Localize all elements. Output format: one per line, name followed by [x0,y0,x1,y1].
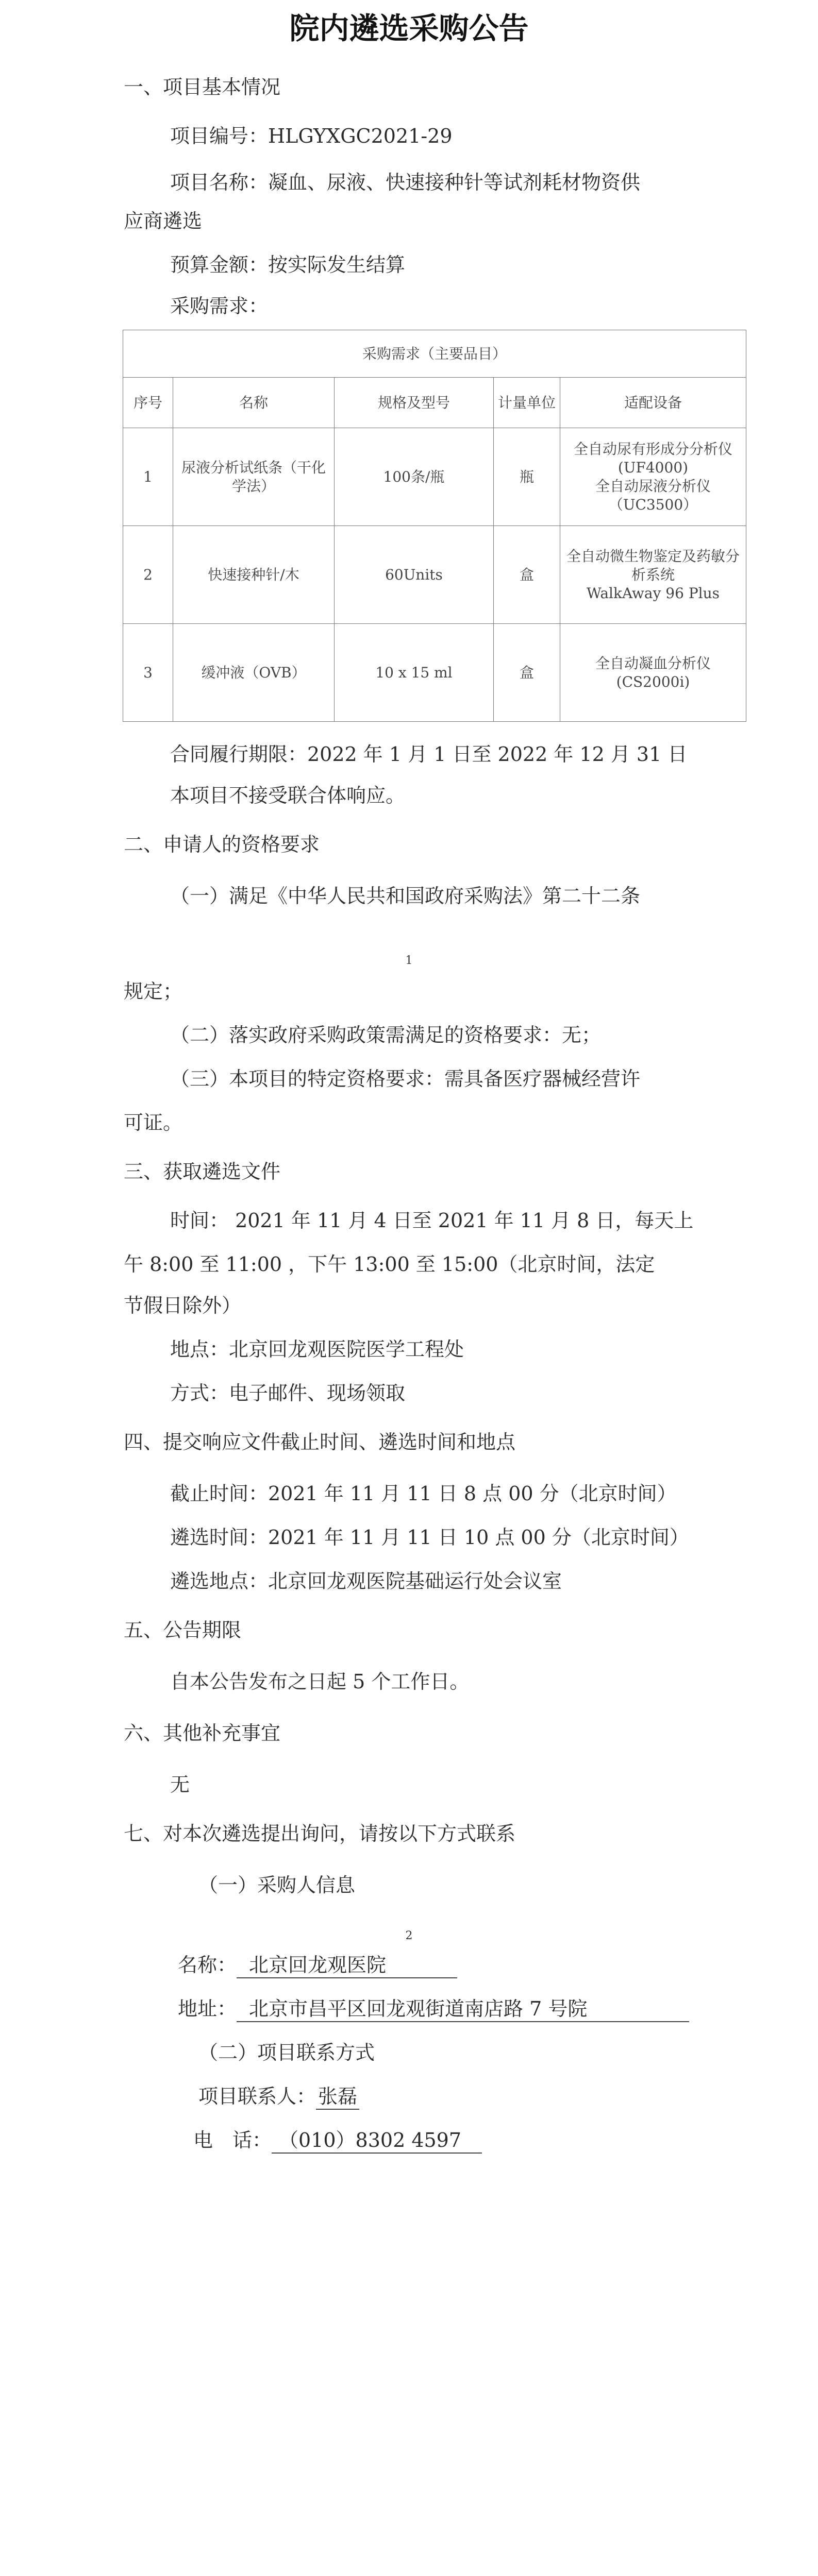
section-heading-qualification: 二、申请人的资格要求 [124,833,320,856]
selection-place: 遴选地点：北京回龙观医院基础运行处会议室 [170,1570,562,1592]
buyer-name-value [237,1953,457,1978]
row-number: 2 [123,526,173,624]
buyer-address-label: 地址： [178,1997,237,2020]
buyer-address [178,1996,689,2022]
section-heading-period: 五、公告期限 [124,1619,242,1641]
page-number: 1 [405,954,413,967]
buyer-info-heading: （一）采购人信息 [198,1874,356,1896]
row-unit: 盒 [494,624,560,722]
contact-phone [193,2128,482,2154]
row-device [560,428,746,526]
table-header: 名称 [173,378,335,428]
document-method: 方式：电子邮件、现场领取 [170,1382,406,1404]
buyer-address-value [237,1996,689,2022]
row-unit: 瓶 [494,428,560,526]
qualification-item-2: （二）落实政府采购政策需满足的资格要求：无； [170,1024,602,1046]
project-number: 项目编号：HLGYXGC2021-29 [170,125,453,147]
row-spec: 10 x 15 ml [335,624,494,722]
page-number: 2 [405,1929,413,1942]
buyer-name [178,1953,457,1978]
row-name: 缓冲液（OVB） [173,624,335,722]
row-device [560,624,746,722]
device-line: 全自动尿有形成分分析仪(UF4000) [573,440,732,476]
table-row [123,526,746,624]
qualification-item-3: （三）本项目的特定资格要求：需具备医疗器械经营许 [170,1067,641,1090]
document-place: 地点：北京回龙观医院医学工程处 [170,1338,464,1361]
table-header: 计量单位 [494,378,560,428]
buyer-name-label: 名称： [178,1954,237,1976]
qualification-item-3-cont: 可证。 [124,1111,183,1134]
table-header: 适配设备 [560,378,746,428]
other-matters: 无 [170,1773,190,1796]
section-heading-documents: 三、获取遴选文件 [124,1160,281,1183]
row-number: 1 [123,428,173,526]
section-heading-deadline: 四、提交响应文件截止时间、遴选时间和地点 [124,1431,516,1453]
deadline-time: 截止时间：2021 年 11 月 11 日 8 点 00 分（北京时间） [170,1482,677,1505]
device-line: 全自动凝血分析仪(CS2000i) [595,654,711,690]
table-row [123,624,746,722]
contact-person [198,2084,359,2110]
buyer-address-text: 北京市昌平区回龙观街道南店路 7 号院 [249,1997,588,2020]
row-unit: 盒 [494,526,560,624]
contact-phone-value [272,2128,482,2154]
section-heading-contact: 七、对本次遴选提出询问，请按以下方式联系 [124,1822,516,1845]
page-title: 院内遴选采购公告 [289,11,529,46]
qualification-item-1-cont: 规定； [124,980,183,1003]
consortium-note: 本项目不接受联合体响应。 [170,784,406,807]
requirements-table [123,330,746,722]
requirement-label: 采购需求： [170,295,269,317]
contact-person-value: 张磊 [316,2084,359,2110]
document-time-cont: 节假日除外） [124,1294,242,1317]
table-row [123,428,746,526]
document-time-cont: 午 8:00 至 11:00 ，下午 13:00 至 15:00（北京时间，法定 [124,1253,655,1276]
table-header: 序号 [123,378,173,428]
buyer-name-text: 北京回龙观医院 [249,1954,387,1976]
table-caption: 采购需求（主要品目） [123,330,746,378]
device-line: 全自动微生物鉴定及药敏分析系统 [566,547,740,583]
table-header: 规格及型号 [335,378,494,428]
device-line: WalkAway 96 Plus [586,584,720,602]
contact-phone-label: 电 话： [193,2129,272,2151]
qualification-item-1: （一）满足《中华人民共和国政府采购法》第二十二条 [170,885,641,907]
row-name: 尿液分析试纸条（干化学法） [173,428,335,526]
contact-person-label: 项目联系人： [198,2085,316,2108]
project-name: 项目名称：凝血、尿液、快速接种针等试剂耗材物资供 [170,171,641,194]
notice-period: 自本公告发布之日起 5 个工作日。 [170,1670,470,1693]
document-time: 时间： 2021 年 11 月 4 日至 2021 年 11 月 8 日，每天上 [170,1209,694,1232]
row-device [560,526,746,624]
row-name: 快速接种针/木 [173,526,335,624]
row-spec: 100条/瓶 [335,428,494,526]
project-name-cont: 应商遴选 [124,210,203,232]
budget: 预算金额：按实际发生结算 [170,253,406,276]
section-heading-basic-info: 一、项目基本情况 [124,76,281,98]
row-spec: 60Units [335,526,494,624]
device-line: 全自动尿液分析仪（UC3500） [595,477,711,513]
selection-time: 遴选时间：2021 年 11 月 11 日 10 点 00 分（北京时间） [170,1526,689,1549]
contact-heading: （二）项目联系方式 [198,2041,375,2064]
contract-period: 合同履行期限：2022 年 1 月 1 日至 2022 年 12 月 31 日 [170,743,688,766]
row-number: 3 [123,624,173,722]
contact-phone-text: （010）8302 4597 [279,2129,462,2151]
section-heading-other: 六、其他补充事宜 [124,1722,281,1744]
